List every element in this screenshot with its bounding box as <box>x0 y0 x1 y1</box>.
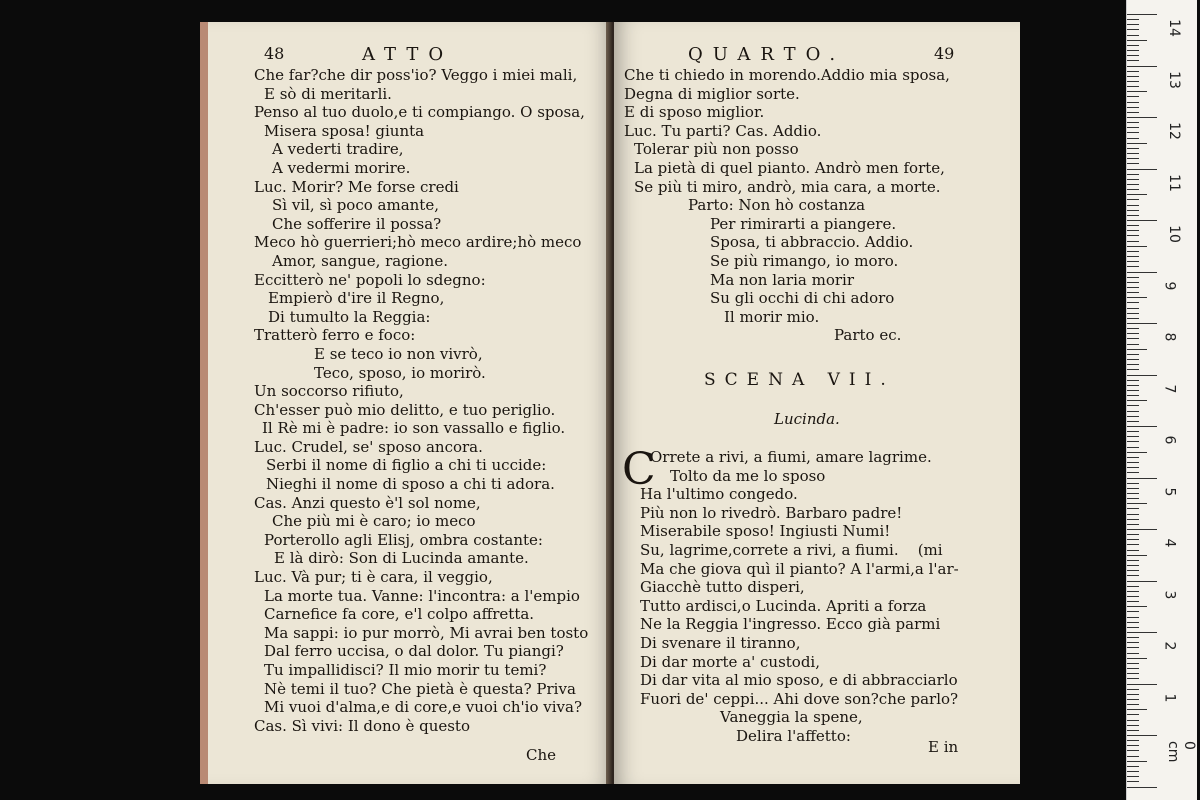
ruler-tick <box>1127 421 1139 422</box>
text-line: Se più ti miro, andrò, mia cara, a morte. <box>634 177 941 196</box>
scene-title: SCENA VII. <box>704 370 895 390</box>
ruler-tick <box>1127 740 1139 741</box>
ruler-tick <box>1127 709 1147 710</box>
ruler-tick <box>1127 256 1139 257</box>
text-line: Teco, sposo, io morirò. <box>314 363 486 382</box>
ruler-tick <box>1127 199 1139 200</box>
text-line: La pietà di quel pianto. Andrò men forte, <box>634 158 945 177</box>
ruler-tick <box>1127 205 1139 206</box>
text-line: Il morir mio. <box>724 307 820 326</box>
ruler-number: 12 <box>1165 122 1182 140</box>
text-line: Parto ec. <box>834 326 902 345</box>
ruler-tick <box>1127 338 1139 339</box>
ruler-tick <box>1127 575 1139 576</box>
ruler-tick <box>1127 411 1139 412</box>
ruler-tick <box>1127 81 1139 82</box>
ruler-tick <box>1127 169 1157 170</box>
ruler-number: 6 <box>1161 435 1178 445</box>
text-line: Più non lo rivedrò. Barbaro padre! <box>640 503 903 522</box>
ruler-tick <box>1127 699 1139 700</box>
ruler-tick <box>1127 235 1139 236</box>
ruler-tick <box>1127 251 1139 252</box>
ruler-tick <box>1127 457 1139 458</box>
ruler-tick <box>1127 519 1139 520</box>
ruler-tick <box>1127 601 1139 602</box>
ruler-tick <box>1127 91 1147 92</box>
text-line: Sì vil, sì poco amante, <box>272 196 439 215</box>
ruler-tick <box>1127 606 1147 607</box>
ruler-tick <box>1127 431 1139 432</box>
ruler-tick <box>1127 35 1139 36</box>
ruler-tick <box>1127 287 1139 288</box>
ruler-number: 7 <box>1161 384 1178 393</box>
text-line: Tratterò ferro e foco: <box>254 326 416 345</box>
text-line: Ma sappi: io pur morrò, Mi avrai ben tosto <box>264 623 589 642</box>
text-line: Vaneggia la spene, <box>720 708 863 727</box>
text-line: Che ti chiedo in morendo.Addio mia sposa, <box>624 66 950 84</box>
ruler-tick <box>1127 756 1139 757</box>
ruler-tick <box>1127 318 1139 319</box>
ruler-tick <box>1127 45 1139 46</box>
ruler-tick <box>1127 308 1139 309</box>
ruler-number: 10 <box>1165 225 1182 243</box>
ruler-tick <box>1127 19 1139 20</box>
ruler-tick <box>1127 750 1139 751</box>
ruler-number: 1 <box>1161 693 1178 702</box>
ruler-tick <box>1127 96 1139 97</box>
ruler-tick <box>1127 179 1139 180</box>
text-line: Luc. Tu parti? Cas. Addio. <box>624 121 822 140</box>
ruler-tick <box>1127 781 1139 782</box>
ruler-tick <box>1127 467 1139 468</box>
open-book <box>200 22 1020 784</box>
ruler-tick <box>1127 555 1147 556</box>
text-line: E se teco io non vivrò, <box>314 344 483 363</box>
ruler-tick <box>1127 514 1139 515</box>
text-line: Nè temi il tuo? Che pietà è questa? Priva <box>264 679 576 698</box>
text-line: Fuori de' ceppi... Ahi dove son?che parlo? <box>640 689 959 708</box>
drop-cap: C <box>622 444 656 495</box>
ruler-tick <box>1127 148 1139 149</box>
ruler-tick <box>1127 359 1139 360</box>
ruler-tick <box>1127 591 1139 592</box>
ruler-tick <box>1127 215 1139 216</box>
ruler-number: 4 <box>1161 538 1178 548</box>
ruler-tick <box>1127 771 1139 772</box>
ruler-tick <box>1127 112 1139 113</box>
ruler-tick <box>1127 390 1139 391</box>
text-line: Che sofferire il possa? <box>272 214 442 233</box>
measurement-ruler <box>1126 0 1197 800</box>
ruler-tick <box>1127 498 1139 499</box>
ruler-tick <box>1127 534 1139 535</box>
text-line: Penso al tuo duolo,e ti compiango. O sposa, <box>254 103 585 122</box>
left-page-number: 48 <box>264 44 285 63</box>
text-line: Delira l'affetto: <box>736 726 851 745</box>
ruler-tick <box>1127 441 1139 442</box>
ruler-tick <box>1127 60 1139 61</box>
ruler-tick <box>1127 210 1139 211</box>
ruler-tick <box>1127 488 1139 489</box>
text-line: Di svenare il tiranno, <box>640 633 801 652</box>
ruler-number: 5 <box>1161 487 1178 496</box>
left-page <box>200 22 612 784</box>
text-line: Carnefice fa core, e'l colpo affretta. <box>264 605 535 624</box>
text-line: Su gli occhi di chi adoro <box>710 289 895 308</box>
ruler-tick <box>1127 570 1139 571</box>
text-line: Luc. Và pur; ti è cara, il veggio, <box>254 568 493 587</box>
ruler-tick <box>1127 405 1139 406</box>
text-line: E sò di meritarli. <box>264 84 392 103</box>
ruler-tick <box>1127 297 1147 298</box>
ruler-tick <box>1127 385 1139 386</box>
ruler-tick <box>1127 503 1147 504</box>
ruler-tick <box>1127 184 1139 185</box>
text-line: Ha l'ultimo congedo. <box>640 485 798 504</box>
ruler-tick <box>1127 29 1139 30</box>
ruler-tick <box>1127 14 1157 15</box>
text-line: Luc. Morir? Me forse credi <box>254 177 459 196</box>
text-line: Tutto ardisci,o Lucinda. Apriti a forza <box>640 596 927 615</box>
ruler-tick <box>1127 261 1139 262</box>
text-line: Giacchè tutto disperi, <box>640 578 805 597</box>
text-line: La morte tua. Vanne: l'incontra: a l'empio <box>264 586 580 605</box>
text-line: Che far?che dir poss'io? Veggo i miei mali, <box>254 66 578 84</box>
text-line: Cas. Sì vivi: Il dono è questo <box>254 716 470 735</box>
ruler-tick <box>1127 375 1157 376</box>
text-line: Se più rimango, io moro. <box>710 251 899 270</box>
ruler-tick <box>1127 416 1139 417</box>
ruler-tick <box>1127 189 1139 190</box>
ruler-tick <box>1127 544 1139 545</box>
ruler-tick <box>1127 720 1139 721</box>
ruler-tick <box>1127 76 1139 77</box>
text-line: E di sposo miglior. <box>624 103 765 122</box>
text-line: Mi vuoi d'alma,e di core,e vuoi ch'io viva? <box>264 698 583 717</box>
ruler-tick <box>1127 86 1139 87</box>
ruler-tick <box>1127 272 1157 273</box>
ruler-tick <box>1127 447 1139 448</box>
right-catchword: E in <box>928 738 959 756</box>
text-line: Dal ferro uccisa, o dal dolor. Tu piangi? <box>264 642 564 661</box>
ruler-tick <box>1127 50 1139 51</box>
ruler-tick <box>1127 426 1157 427</box>
ruler-number: 9 <box>1161 281 1178 290</box>
ruler-tick <box>1127 596 1139 597</box>
text-line: Di tumulto la Reggia: <box>268 307 431 326</box>
text-line: Misera sposa! giunta <box>264 121 425 140</box>
text-line: Parto: Non hò costanza <box>688 196 866 215</box>
text-line: Orrete a rivi, a fiumi, amare lagrime. <box>650 448 932 466</box>
ruler-tick <box>1127 282 1139 283</box>
left-catchword: Che <box>526 746 557 764</box>
ruler-tick <box>1127 174 1139 175</box>
ruler-tick <box>1127 787 1157 788</box>
ruler-tick <box>1127 400 1147 401</box>
ruler-tick <box>1127 550 1139 551</box>
ruler-tick <box>1127 653 1139 654</box>
ruler-tick <box>1127 158 1139 159</box>
ruler-tick <box>1127 117 1157 118</box>
ruler-tick <box>1127 694 1139 695</box>
ruler-number: 13 <box>1165 70 1182 89</box>
ruler-tick <box>1127 241 1139 242</box>
text-line: Di dar vita al mio sposo, e di abbracciarlo <box>640 671 958 690</box>
text-line: Eccitterò ne' popoli lo sdegno: <box>254 270 486 289</box>
ruler-tick <box>1127 524 1139 525</box>
ruler-tick <box>1127 586 1139 587</box>
ruler-number: 0 cm <box>1165 741 1197 763</box>
ruler-tick <box>1127 493 1139 494</box>
ruler-tick <box>1127 658 1147 659</box>
ruler-tick <box>1127 71 1139 72</box>
ruler-tick <box>1127 102 1139 103</box>
text-line: Meco hò guerrieri;hò meco ardire;hò meco <box>254 233 582 252</box>
ruler-tick <box>1127 611 1139 612</box>
ruler-tick <box>1127 436 1139 437</box>
ruler-tick <box>1127 246 1147 247</box>
text-line: Porterollo agli Elisj, ombra costante: <box>264 530 543 549</box>
text-line: Tolto da me lo sposo <box>670 466 826 485</box>
ruler-tick <box>1127 663 1139 664</box>
ruler-tick <box>1127 55 1139 56</box>
ruler-tick <box>1127 745 1139 746</box>
text-line: Il Rè mi è padre: io son vassallo e figlio. <box>262 419 566 438</box>
ruler-tick <box>1127 642 1139 643</box>
ruler-tick <box>1127 138 1139 139</box>
ruler-tick <box>1127 581 1157 582</box>
text-line: Ch'esser può mio delitto, e tuo periglio. <box>254 400 556 419</box>
ruler-tick <box>1127 292 1139 293</box>
ruler-tick <box>1127 194 1147 195</box>
ruler-tick <box>1127 344 1139 345</box>
ruler-tick <box>1127 483 1139 484</box>
ruler-tick <box>1127 637 1139 638</box>
ruler-number: 14 <box>1165 19 1182 37</box>
text-line: Nieghi il nome di sposo a chi ti adora. <box>266 475 555 494</box>
text-line: Sposa, ti abbraccio. Addio. <box>710 233 914 252</box>
ruler-tick <box>1127 328 1139 329</box>
ruler-tick <box>1127 349 1147 350</box>
right-page-number: 49 <box>934 44 955 63</box>
ruler-tick <box>1127 277 1139 278</box>
ruler-tick <box>1127 143 1147 144</box>
text-line: Ma che giova quì il pianto? A l'armi,a l'ar- <box>640 559 959 578</box>
ruler-tick <box>1127 122 1139 123</box>
ruler-tick <box>1127 395 1139 396</box>
text-line: Di dar morte a' custodi, <box>640 652 820 671</box>
ruler-tick <box>1127 225 1139 226</box>
ruler-tick <box>1127 354 1139 355</box>
ruler-tick <box>1127 66 1157 67</box>
text-line: Per rimirarti a piangere. <box>710 214 897 233</box>
ruler-tick <box>1127 539 1139 540</box>
ruler-tick <box>1127 220 1157 221</box>
ruler-tick <box>1127 647 1139 648</box>
text-line: Cas. Anzi questo è'l sol nome, <box>254 493 481 512</box>
ruler-tick <box>1127 766 1139 767</box>
ruler-tick <box>1127 364 1139 365</box>
ruler-number: 11 <box>1165 173 1182 192</box>
ruler-tick <box>1127 230 1139 231</box>
ruler-tick <box>1127 127 1139 128</box>
text-line: Ne la Reggia l'ingresso. Ecco già parmi <box>640 615 941 634</box>
text-line: Empierò d'ire il Regno, <box>268 289 445 308</box>
text-line: Tolerar più non posso <box>634 140 799 159</box>
character-name: Lucinda. <box>774 410 840 428</box>
text-line: Miserabile sposo! Ingiusti Numi! <box>640 522 891 541</box>
ruler-number: 2 <box>1161 641 1178 651</box>
ruler-tick <box>1127 627 1139 628</box>
text-line: Che più mi è caro; io meco <box>272 512 476 531</box>
ruler-tick <box>1127 380 1139 381</box>
text-line: A vederti tradire, <box>272 140 404 159</box>
ruler-tick <box>1127 714 1139 715</box>
right-page-text-top <box>624 66 950 345</box>
text-line: Tu impallidisci? Il mio morir tu temi? <box>264 661 547 679</box>
ruler-tick <box>1127 452 1147 453</box>
ruler-tick <box>1127 529 1157 530</box>
text-line: Degna di miglior sorte. <box>624 84 800 103</box>
ruler-tick <box>1127 163 1139 164</box>
left-page-text <box>254 66 588 735</box>
ruler-tick <box>1127 462 1139 463</box>
ruler-tick <box>1127 668 1139 669</box>
ruler-tick <box>1127 689 1139 690</box>
ruler-tick <box>1127 617 1139 618</box>
text-line: Luc. Crudel, se' sposo ancora. <box>254 437 483 456</box>
ruler-tick <box>1127 472 1139 473</box>
ruler-tick <box>1127 560 1139 561</box>
ruler-tick <box>1127 266 1139 267</box>
ruler-tick <box>1127 761 1147 762</box>
text-line: Serbi il nome di figlio a chi ti uccide: <box>266 456 547 475</box>
ruler-tick <box>1127 678 1139 679</box>
ruler-tick <box>1127 153 1139 154</box>
ruler-tick <box>1127 333 1139 334</box>
ruler-tick <box>1127 704 1139 705</box>
text-line: Amor, sangue, ragione. <box>272 251 448 270</box>
text-line: Ma non laria morir <box>710 270 855 289</box>
ruler-tick <box>1127 565 1139 566</box>
left-running-header: ATTO <box>362 44 454 65</box>
ruler-tick <box>1127 313 1139 314</box>
text-line: A vedermi morire. <box>272 158 411 177</box>
ruler-tick <box>1127 369 1139 370</box>
right-page-text-bottom <box>640 448 959 746</box>
ruler-tick <box>1127 302 1139 303</box>
text-line: Su, lagrime,correte a rivi, a fiumi. (mi <box>640 540 943 559</box>
ruler-tick <box>1127 622 1139 623</box>
ruler-tick <box>1127 107 1139 108</box>
ruler-tick <box>1127 40 1147 41</box>
ruler-number: 8 <box>1161 332 1178 342</box>
ruler-tick <box>1127 632 1157 633</box>
text-line: Un soccorso rifiuto, <box>254 382 404 401</box>
right-running-header: QUARTO. <box>688 44 846 65</box>
ruler-tick <box>1127 730 1139 731</box>
ruler-tick <box>1127 24 1139 25</box>
text-line: E là dirò: Son di Lucinda amante. <box>274 549 529 568</box>
ruler-tick <box>1127 725 1139 726</box>
ruler-tick <box>1127 508 1139 509</box>
ruler-tick <box>1127 673 1139 674</box>
ruler-number: 3 <box>1161 590 1178 599</box>
ruler-tick <box>1127 478 1157 479</box>
ruler-tick <box>1127 132 1139 133</box>
ruler-tick <box>1127 735 1157 736</box>
right-page <box>614 22 1020 784</box>
ruler-tick <box>1127 684 1157 685</box>
ruler-tick <box>1127 776 1139 777</box>
ruler-tick <box>1127 323 1157 324</box>
